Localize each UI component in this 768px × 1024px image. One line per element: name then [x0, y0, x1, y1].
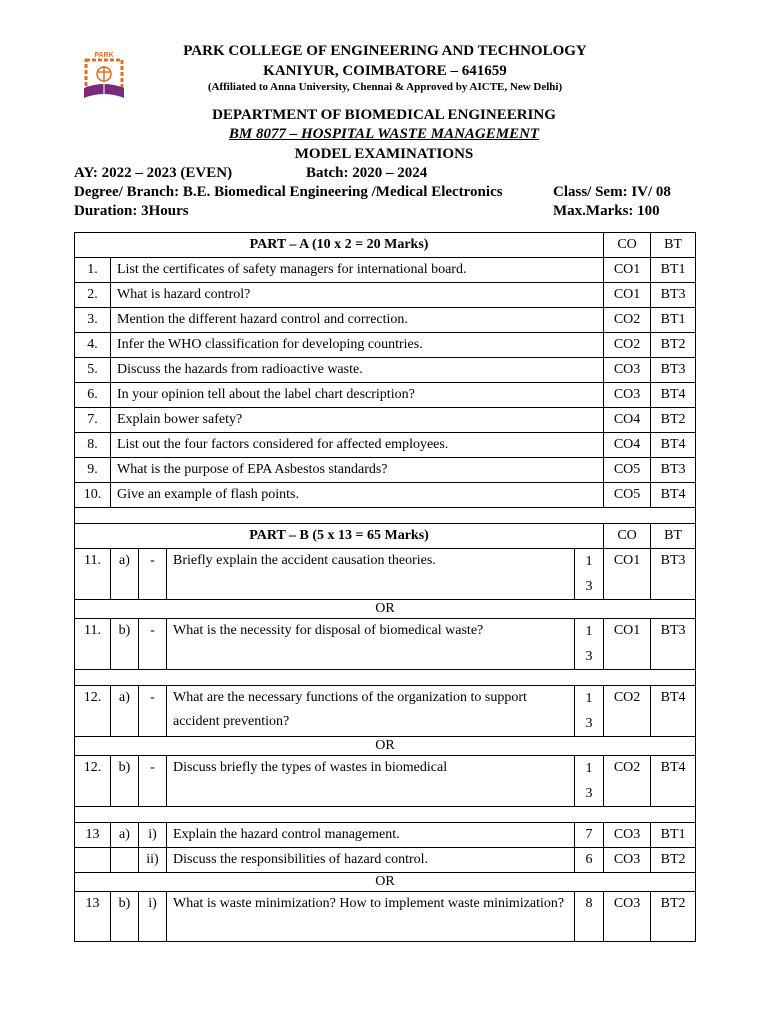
bt-value: BT4 — [651, 756, 696, 807]
affiliation-note: (Affiliated to Anna University, Chennai & Approved by AICTE, New Delhi) — [207, 81, 563, 93]
marks-digit: 3 — [585, 649, 593, 664]
question-part: a) — [111, 686, 139, 737]
question-number: 4. — [75, 333, 111, 358]
co-value: CO3 — [604, 358, 651, 383]
question-text: What is hazard control? — [111, 283, 604, 308]
question-text: Give an example of flash points. — [111, 483, 604, 508]
or-row — [75, 600, 696, 619]
table-row — [75, 258, 696, 283]
co-heading: CO — [604, 233, 651, 258]
question-number: 3. — [75, 308, 111, 333]
co-value: CO3 — [604, 823, 651, 848]
marks-value: 8 — [575, 892, 604, 942]
spacer-row — [75, 670, 696, 686]
question-text: Briefly explain the accident causation theories. — [167, 549, 575, 600]
question-number: 6. — [75, 383, 111, 408]
spacer-row — [75, 807, 696, 823]
marks-value — [575, 549, 604, 600]
bt-value: BT4 — [651, 686, 696, 737]
question-number: 5. — [75, 358, 111, 383]
table-row — [75, 308, 696, 333]
question-text: Mention the different hazard control and correction. — [111, 308, 604, 333]
table-row — [75, 358, 696, 383]
table-row — [75, 458, 696, 483]
question-text: What is the purpose of EPA Asbestos standards? — [111, 458, 604, 483]
college-name: PARK COLLEGE OF ENGINEERING AND TECHNOLOGY — [183, 43, 587, 59]
question-subpart: - — [139, 619, 167, 670]
or-row — [75, 737, 696, 756]
co-value: CO1 — [604, 619, 651, 670]
table-row — [75, 756, 696, 807]
table-row — [75, 823, 696, 848]
co-value: CO4 — [604, 408, 651, 433]
question-part: a) — [111, 549, 139, 600]
question-text: List the certificates of safety managers for international board. — [111, 258, 604, 283]
question-text: What is waste minimization? How to implement waste minimization? — [167, 892, 575, 942]
co-value: CO2 — [604, 756, 651, 807]
question-table — [74, 232, 696, 942]
co-value: CO4 — [604, 433, 651, 458]
question-text: In your opinion tell about the label chart description? — [111, 383, 604, 408]
marks-digit: 1 — [585, 624, 593, 639]
table-row — [75, 433, 696, 458]
question-subpart: - — [139, 686, 167, 737]
max-marks: Max.Marks: 100 — [553, 203, 660, 219]
co-value: CO5 — [604, 483, 651, 508]
part-b-title: PART – B (5 x 13 = 65 Marks) — [75, 524, 604, 549]
table-row — [75, 619, 696, 670]
question-text: Discuss the responsibilities of hazard control. — [167, 848, 575, 873]
question-text: Explain the hazard control management. — [167, 823, 575, 848]
bt-heading: BT — [651, 524, 696, 549]
part-a-header — [75, 233, 696, 258]
co-value: CO3 — [604, 383, 651, 408]
marks-digit: 3 — [585, 786, 593, 801]
bt-value: BT4 — [651, 433, 696, 458]
or-label: OR — [75, 600, 696, 619]
question-part-empty — [111, 848, 139, 873]
duration: Duration: 3Hours — [74, 203, 189, 219]
question-subpart: i) — [139, 892, 167, 942]
marks-digit: 3 — [585, 579, 593, 594]
marks-value: 7 — [575, 823, 604, 848]
question-number: 13 — [75, 892, 111, 942]
batch: Batch: 2020 – 2024 — [306, 165, 428, 181]
bt-value: BT3 — [651, 358, 696, 383]
or-row — [75, 873, 696, 892]
question-subpart: i) — [139, 823, 167, 848]
marks-digit: 3 — [585, 716, 593, 731]
table-row — [75, 408, 696, 433]
question-subpart: - — [139, 756, 167, 807]
question-subpart: ii) — [139, 848, 167, 873]
marks-digit: 1 — [585, 691, 593, 706]
table-row — [75, 892, 696, 942]
bt-value: BT1 — [651, 308, 696, 333]
bt-value: BT2 — [651, 408, 696, 433]
class-sem: Class/ Sem: IV/ 08 — [553, 184, 671, 200]
question-number: 11. — [75, 619, 111, 670]
question-number: 11. — [75, 549, 111, 600]
college-location: KANIYUR, COIMBATORE – 641659 — [263, 63, 507, 79]
question-number: 1. — [75, 258, 111, 283]
question-number: 2. — [75, 283, 111, 308]
bt-heading: BT — [651, 233, 696, 258]
co-value: CO3 — [604, 848, 651, 873]
part-a-title: PART – A (10 x 2 = 20 Marks) — [75, 233, 604, 258]
or-label: OR — [75, 873, 696, 892]
bt-value: BT3 — [651, 458, 696, 483]
spacer-row — [75, 508, 696, 524]
question-number: 9. — [75, 458, 111, 483]
table-row — [75, 383, 696, 408]
department-title: DEPARTMENT OF BIOMEDICAL ENGINEERING — [212, 107, 556, 123]
co-value: CO2 — [604, 333, 651, 358]
degree-branch: Degree/ Branch: B.E. Biomedical Engineering /Medical Electronics — [74, 184, 503, 200]
question-number: 13 — [75, 823, 111, 848]
question-part: a) — [111, 823, 139, 848]
bt-value: BT1 — [651, 823, 696, 848]
logo-text: PARK — [94, 52, 114, 59]
or-label: OR — [75, 737, 696, 756]
academic-year: AY: 2022 – 2023 (EVEN) — [74, 165, 233, 181]
question-number: 12. — [75, 756, 111, 807]
bt-value: BT2 — [651, 892, 696, 942]
marks-digit: 1 — [585, 554, 593, 569]
question-number-empty — [75, 848, 111, 873]
question-text: Explain bower safety? — [111, 408, 604, 433]
question-number: 10. — [75, 483, 111, 508]
table-row — [75, 483, 696, 508]
table-row — [75, 686, 696, 737]
table-row — [75, 848, 696, 873]
part-b-header — [75, 524, 696, 549]
bt-value: BT3 — [651, 619, 696, 670]
co-value: CO1 — [604, 549, 651, 600]
marks-value: 6 — [575, 848, 604, 873]
bt-value: BT2 — [651, 333, 696, 358]
co-value: CO3 — [604, 892, 651, 942]
marks-value — [575, 756, 604, 807]
co-value: CO2 — [604, 686, 651, 737]
question-number: 8. — [75, 433, 111, 458]
question-text: Discuss briefly the types of wastes in biomedical — [167, 756, 575, 807]
table-row — [75, 333, 696, 358]
co-value: CO2 — [604, 308, 651, 333]
co-value: CO5 — [604, 458, 651, 483]
bt-value: BT4 — [651, 383, 696, 408]
question-number: 12. — [75, 686, 111, 737]
question-text: What are the necessary functions of the organization to support accident prevention? — [167, 686, 575, 737]
question-text: Discuss the hazards from radioactive waste. — [111, 358, 604, 383]
bt-value: BT3 — [651, 549, 696, 600]
question-subpart: - — [139, 549, 167, 600]
table-row — [75, 283, 696, 308]
marks-value — [575, 619, 604, 670]
question-part: b) — [111, 619, 139, 670]
bt-value: BT1 — [651, 258, 696, 283]
question-text: What is the necessity for disposal of biomedical waste? — [167, 619, 575, 670]
marks-digit: 1 — [585, 761, 593, 776]
bt-value: BT4 — [651, 483, 696, 508]
course-title: BM 8077 – HOSPITAL WASTE MANAGEMENT — [228, 126, 540, 142]
co-heading: CO — [604, 524, 651, 549]
co-value: CO1 — [604, 283, 651, 308]
question-part: b) — [111, 892, 139, 942]
table-row — [75, 549, 696, 600]
exam-title: MODEL EXAMINATIONS — [294, 146, 474, 162]
marks-value — [575, 686, 604, 737]
question-text: Infer the WHO classification for developing countries. — [111, 333, 604, 358]
question-number: 7. — [75, 408, 111, 433]
bt-value: BT3 — [651, 283, 696, 308]
question-part: b) — [111, 756, 139, 807]
question-text: List out the four factors considered for affected employees. — [111, 433, 604, 458]
co-value: CO1 — [604, 258, 651, 283]
bt-value: BT2 — [651, 848, 696, 873]
college-logo — [80, 50, 128, 102]
